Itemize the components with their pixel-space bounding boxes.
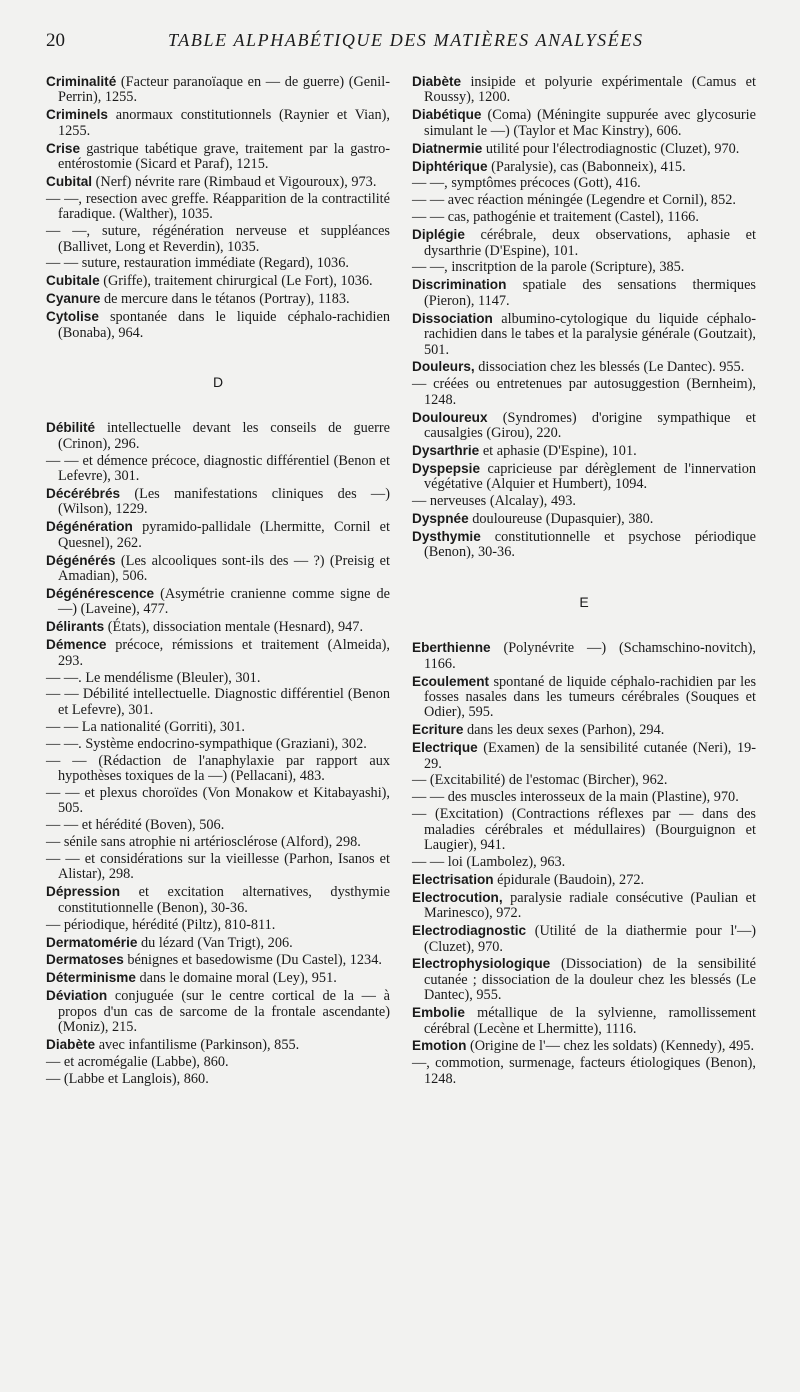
entry-headword: Dyspepsie	[412, 460, 481, 476]
entry-text: spatiale des sensations thermiques (Pieron), 1147.	[424, 277, 756, 309]
entry-text: — — et hérédité (Boven), 506.	[46, 817, 225, 834]
entry-text: du lézard (Van Trigt), 206.	[141, 934, 293, 951]
entry-headword: Embolie	[412, 1005, 465, 1021]
entry-headword: Douloureux	[412, 409, 488, 425]
entry-text: (Dissociation) de la sensibilité cutanée ; dissociation de la douleur chez les blessés (Le Dantec), 955.	[424, 956, 756, 1004]
entry-text: spontanée dans le liquide céphalo-rachidien (Bonaba), 964.	[58, 309, 390, 341]
index-entry	[46, 737, 390, 752]
index-entry	[46, 309, 390, 341]
entry-text: (Griffe), traitement chirurgical (Le Fort), 1036.	[103, 273, 373, 290]
entry-text: (Coma) (Méningite suppurée avec glycosurie simulant le —) (Taylor et Mac Kinstry), 606.	[424, 107, 756, 139]
index-entry	[412, 529, 756, 561]
index-entry	[412, 740, 756, 772]
entry-headword: Déviation	[46, 988, 108, 1004]
index-entry	[412, 1038, 756, 1054]
entry-text: dissociation chez les blessés (Le Dantec). 955.	[478, 359, 745, 376]
entry-text: gastrique tabétique grave, traitement par la gastro-entérostomie (Sicard et Paraf), 1215.	[58, 140, 390, 173]
index-entry	[412, 640, 756, 672]
entry-text: — — loi (Lambolez), 963.	[412, 853, 566, 870]
index-entry	[46, 988, 390, 1035]
entry-text: et excitation alternatives, dysthymie constitutionnelle (Benon), 30-36.	[58, 884, 390, 916]
entry-text: (Asymétrie cranienne comme signe de —) (Laveine), 477.	[58, 585, 390, 618]
group-c	[46, 74, 390, 341]
entry-text: — — (Rédaction de l'anaphylaxie par rapport aux hypothèses toxiques de la —) (Pellacani), 483.	[46, 752, 390, 784]
page-number: 20	[46, 30, 65, 51]
entry-headword: Dépression	[46, 884, 121, 900]
entry-headword: Dégénération	[46, 519, 133, 535]
index-entry	[412, 159, 756, 175]
entry-text: (Utilité de la diathermie pour l'—) (Cluzet), 970.	[424, 923, 757, 955]
entry-text: (Paralysie), cas (Babonneix), 415.	[491, 158, 686, 175]
entry-text: — et acromégalie (Labbe), 860.	[46, 1053, 229, 1070]
index-entry	[46, 754, 390, 785]
index-entry	[412, 890, 756, 922]
entry-text: intellectuelle devant les conseils de guerre (Crinon), 296.	[58, 420, 390, 452]
entry-headword: Dégénérescence	[46, 585, 155, 601]
index-entry	[46, 970, 390, 986]
index-entry	[412, 461, 756, 493]
section-d-heading: D	[212, 374, 224, 390]
entry-text: (Facteur paranoïaque en — de guerre) (Genil-Perrin), 1255.	[58, 74, 391, 106]
entry-text: — créées ou entretenues par autosuggestion (Bernheim), 1248.	[412, 376, 756, 408]
entry-headword: Déterminisme	[46, 970, 136, 986]
entry-headword: Cytolise	[46, 309, 99, 325]
index-entry	[412, 923, 756, 955]
index-entry	[412, 674, 756, 721]
entry-text: anormaux constitutionnels (Raynier et Vian), 1255.	[58, 107, 390, 139]
entry-headword: Délirants	[46, 619, 105, 635]
index-entry	[412, 722, 756, 738]
index-entry	[412, 443, 756, 459]
entry-headword: Electrisation	[412, 871, 494, 887]
entry-text: spontané de liquide céphalo-rachidien par les fosses nasales dans les tumeurs cérébrales (Souques et Odier), 595.	[424, 673, 757, 721]
entry-text: — — et considérations sur la vieillesse (Parhon, Isanos et Alistar), 298.	[46, 850, 390, 883]
entry-headword: Emotion	[412, 1038, 467, 1054]
entry-text: (Les alcooliques sont-ils des — ?) (Preisig et Amadian), 506.	[58, 552, 390, 585]
entry-headword: Dermatoses	[46, 952, 124, 968]
index-entry	[46, 291, 390, 307]
index-entry	[46, 273, 390, 289]
entry-text: pyramido-pallidale (Lhermitte, Cornil et Quesnel), 262.	[58, 519, 391, 551]
entry-headword: Ecoulement	[412, 673, 490, 689]
entry-headword: Décérébrés	[46, 486, 121, 502]
entry-text: —, commotion, surmenage, facteurs étiologiques (Benon), 1248.	[412, 1055, 756, 1087]
entry-text: — (Labbe et Langlois), 860.	[46, 1070, 209, 1087]
index-entry	[412, 377, 756, 408]
entry-text: capricieuse par dérèglement de l'innervation végétative (Alquier et Humbert), 1094.	[424, 460, 756, 493]
index-entry	[412, 790, 756, 805]
entry-text: — — et démence précoce, diagnostic différentiel (Benon et Lefevre), 301.	[46, 452, 390, 485]
index-entry	[46, 1037, 390, 1053]
entry-text: insipide et polyurie expérimentale (Camus et Roussy), 1200.	[424, 74, 757, 106]
entry-text: — (Excitabilité) de l'estomac (Bircher), 962.	[412, 772, 668, 789]
index-entry	[46, 74, 390, 106]
entry-text: (États), dissociation mentale (Hesnard), 947.	[107, 619, 364, 636]
index-entry	[412, 311, 756, 358]
entry-text: — —, resection avec greffe. Réapparition de la contractilité faradique. (Walther), 1035.	[46, 190, 390, 223]
entry-text: — — cas, pathogénie et traitement (Castel), 1166.	[412, 209, 699, 226]
index-entry	[46, 174, 390, 190]
index-entry	[412, 807, 756, 853]
index-entry	[412, 410, 756, 442]
entry-text: — — suture, restauration immédiate (Regard), 1036.	[46, 255, 349, 272]
entry-text: — nerveuses (Alcalay), 493.	[412, 493, 576, 510]
entry-text: paralysie radiale consécutive (Paulian et Marinesco), 972.	[424, 889, 756, 922]
index-entry	[46, 192, 390, 223]
entry-text: — — Débilité intellectuelle. Diagnostic différentiel (Benon et Lefevre), 301.	[46, 686, 390, 718]
entry-headword: Discrimination	[412, 277, 507, 293]
group-d-continued	[412, 74, 756, 561]
index-entry	[46, 835, 390, 850]
entry-headword: Diabète	[412, 74, 462, 89]
entry-text: — —. Le mendélisme (Bleuler), 301.	[46, 669, 261, 686]
entry-text: — —, suture, régénération nerveuse et suppléances (Ballivet, Long et Reverdin), 1035.	[46, 223, 390, 255]
index-entry	[412, 1005, 756, 1037]
entry-headword: Diabète	[46, 1036, 96, 1052]
index-entry	[412, 1056, 756, 1087]
index-entry	[46, 141, 390, 173]
entry-headword: Eberthienne	[412, 640, 491, 656]
entry-headword: Cubital	[46, 173, 93, 189]
index-entry	[46, 107, 390, 139]
entry-headword: Ecriture	[412, 722, 464, 738]
index-entry	[412, 107, 756, 139]
index-entry	[412, 511, 756, 527]
entry-headword: Diabétique	[412, 107, 482, 123]
entry-text: — sénile sans atrophie ni artériosclérose (Alford), 298.	[46, 834, 361, 851]
index-entry	[46, 687, 390, 718]
entry-headword: Dysthymie	[412, 528, 481, 544]
entry-text: — — et plexus choroïdes (Von Monakow et Kitabayashi), 505.	[46, 784, 390, 817]
index-entry	[412, 277, 756, 309]
entry-headword: Diplégie	[412, 227, 465, 243]
entry-headword: Dermatomérie	[46, 934, 138, 950]
group-e	[412, 640, 756, 1087]
index-entry	[46, 818, 390, 833]
entry-headword: Electrique	[412, 740, 478, 756]
entry-text: — — des muscles interosseux de la main (Plastine), 970.	[412, 789, 739, 806]
entry-text: dans le domaine moral (Ley), 951.	[139, 970, 337, 987]
index-entry	[46, 586, 390, 618]
left-column	[46, 74, 390, 1089]
entry-text: (Examen) de la sensibilité cutanée (Neri), 19-29.	[424, 740, 756, 772]
index-entry	[46, 884, 390, 916]
entry-text: dans les deux sexes (Parhon), 294.	[466, 722, 665, 739]
entry-headword: Démence	[46, 637, 107, 653]
entry-text: albumino-cytologique du liquide céphalo-rachidien dans le tabes et la paralysie générale (Goutzait), 501.	[424, 310, 756, 358]
index-entry	[46, 1055, 390, 1070]
entry-text: de mercure dans le tétanos (Portray), 1183.	[103, 291, 350, 308]
index-entry	[412, 176, 756, 191]
index-entry	[46, 786, 390, 817]
index-entry	[412, 260, 756, 275]
index-entry	[46, 420, 390, 452]
entry-headword: Cubitale	[46, 273, 100, 289]
index-entry	[46, 1072, 390, 1087]
index-entry	[412, 494, 756, 509]
entry-headword: Electrocution,	[412, 889, 503, 905]
entry-text: — (Excitation) (Contractions réflexes par — dans des maladies cérébrales et médullaires) (Bourguignon et Laugier), 941.	[412, 806, 756, 854]
entry-headword: Dyspnée	[412, 511, 469, 527]
entry-text: et aphasie (D'Espine), 101.	[482, 442, 637, 459]
index-entry	[46, 918, 390, 933]
index-entry	[412, 210, 756, 225]
entry-headword: Criminalité	[46, 74, 117, 89]
entry-headword: Cyanure	[46, 291, 101, 307]
index-entry	[46, 256, 390, 271]
entry-text: (Les manifestations cliniques des —) (Wilson), 1229.	[58, 486, 390, 518]
entry-headword: Electrophysiologique	[412, 956, 551, 972]
index-entry	[46, 637, 390, 669]
entry-headword: Diatnermie	[412, 140, 483, 156]
entry-headword: Dysarthrie	[412, 442, 480, 458]
page-header	[46, 30, 766, 64]
index-entry	[46, 671, 390, 686]
entry-text: constitutionnelle et psychose périodique (Benon), 30-36.	[424, 528, 756, 561]
index-entry	[412, 359, 756, 375]
index-entry	[46, 935, 390, 951]
index-entry	[46, 720, 390, 735]
entry-text: bénignes et basedowisme (Du Castel), 1234.	[127, 952, 382, 969]
entry-headword: Diphtérique	[412, 158, 488, 174]
index-entry	[46, 519, 390, 551]
index-entry	[46, 852, 390, 883]
entry-headword: Criminels	[46, 107, 108, 123]
entry-text: — périodique, hérédité (Piltz), 810-811.	[46, 916, 276, 933]
index-columns	[46, 74, 766, 1089]
index-entry	[412, 193, 756, 208]
entry-headword: Crise	[46, 140, 81, 156]
entry-headword: Electrodiagnostic	[412, 923, 527, 939]
index-entry	[412, 855, 756, 870]
index-entry	[46, 224, 390, 255]
entry-headword: Dissociation	[412, 310, 493, 326]
entry-text: conjuguée (sur le centre cortical de la — à propos d'un cas de sarcome de la frontale ascendante) (Moniz), 215.	[58, 988, 390, 1036]
entry-text: douloureuse (Dupasquier), 380.	[472, 511, 654, 528]
right-column	[412, 74, 756, 1089]
entry-text: (Polynévrite —) (Schamschino-novitch), 1166.	[424, 640, 756, 672]
index-entry	[412, 227, 756, 259]
entry-text: cérébrale, deux observations, aphasie et dysarthrie (D'Espine), 101.	[424, 227, 756, 259]
entry-text: (Origine de l'— chez les soldats) (Kennedy), 495.	[469, 1038, 755, 1055]
entry-text: — —, inscritption de la parole (Scripture), 385.	[412, 259, 685, 276]
index-entry	[46, 952, 390, 968]
entry-text: avec infantilisme (Parkinson), 855.	[98, 1036, 300, 1053]
entry-text: — —, symptômes précoces (Gott), 416.	[412, 175, 641, 192]
index-entry	[412, 956, 756, 1003]
entry-text: épidurale (Baudoin), 272.	[497, 871, 645, 888]
entry-text: — — avec réaction méningée (Legendre et Cornil), 852.	[412, 192, 736, 209]
entry-text: utilité pour l'électrodiagnostic (Cluzet), 970.	[485, 140, 740, 157]
group-d	[46, 420, 390, 1087]
entry-text: — — La nationalité (Gorriti), 301.	[46, 718, 245, 735]
index-entry	[412, 872, 756, 888]
index-entry	[412, 141, 756, 157]
entry-headword: Douleurs,	[412, 359, 475, 375]
index-entry	[412, 74, 756, 106]
entry-text: — —. Système endocrino-sympathique (Graziani), 302.	[46, 735, 367, 752]
entry-text: précoce, rémissions et traitement (Almeida), 293.	[58, 637, 391, 669]
index-entry	[46, 619, 390, 635]
index-entry	[46, 486, 390, 518]
index-entry	[46, 553, 390, 585]
section-e-heading: E	[579, 593, 589, 610]
entry-text: métallique de la sylvienne, ramollissement cérébral (Lecène et Lhermitte), 1116.	[424, 1005, 756, 1037]
entry-headword: Débilité	[46, 420, 96, 436]
index-entry	[412, 773, 756, 788]
entry-headword: Dégénérés	[46, 552, 116, 568]
index-entry	[46, 454, 390, 485]
entry-text: (Syndromes) d'origine sympathique et causalgies (Girou), 220.	[424, 409, 756, 442]
entry-text: (Nerf) névrite rare (Rimbaud et Vigouroux), 973.	[95, 173, 377, 190]
running-title: TABLE ALPHABÉTIQUE DES MATIÈRES ANALYSÉES	[168, 30, 644, 50]
